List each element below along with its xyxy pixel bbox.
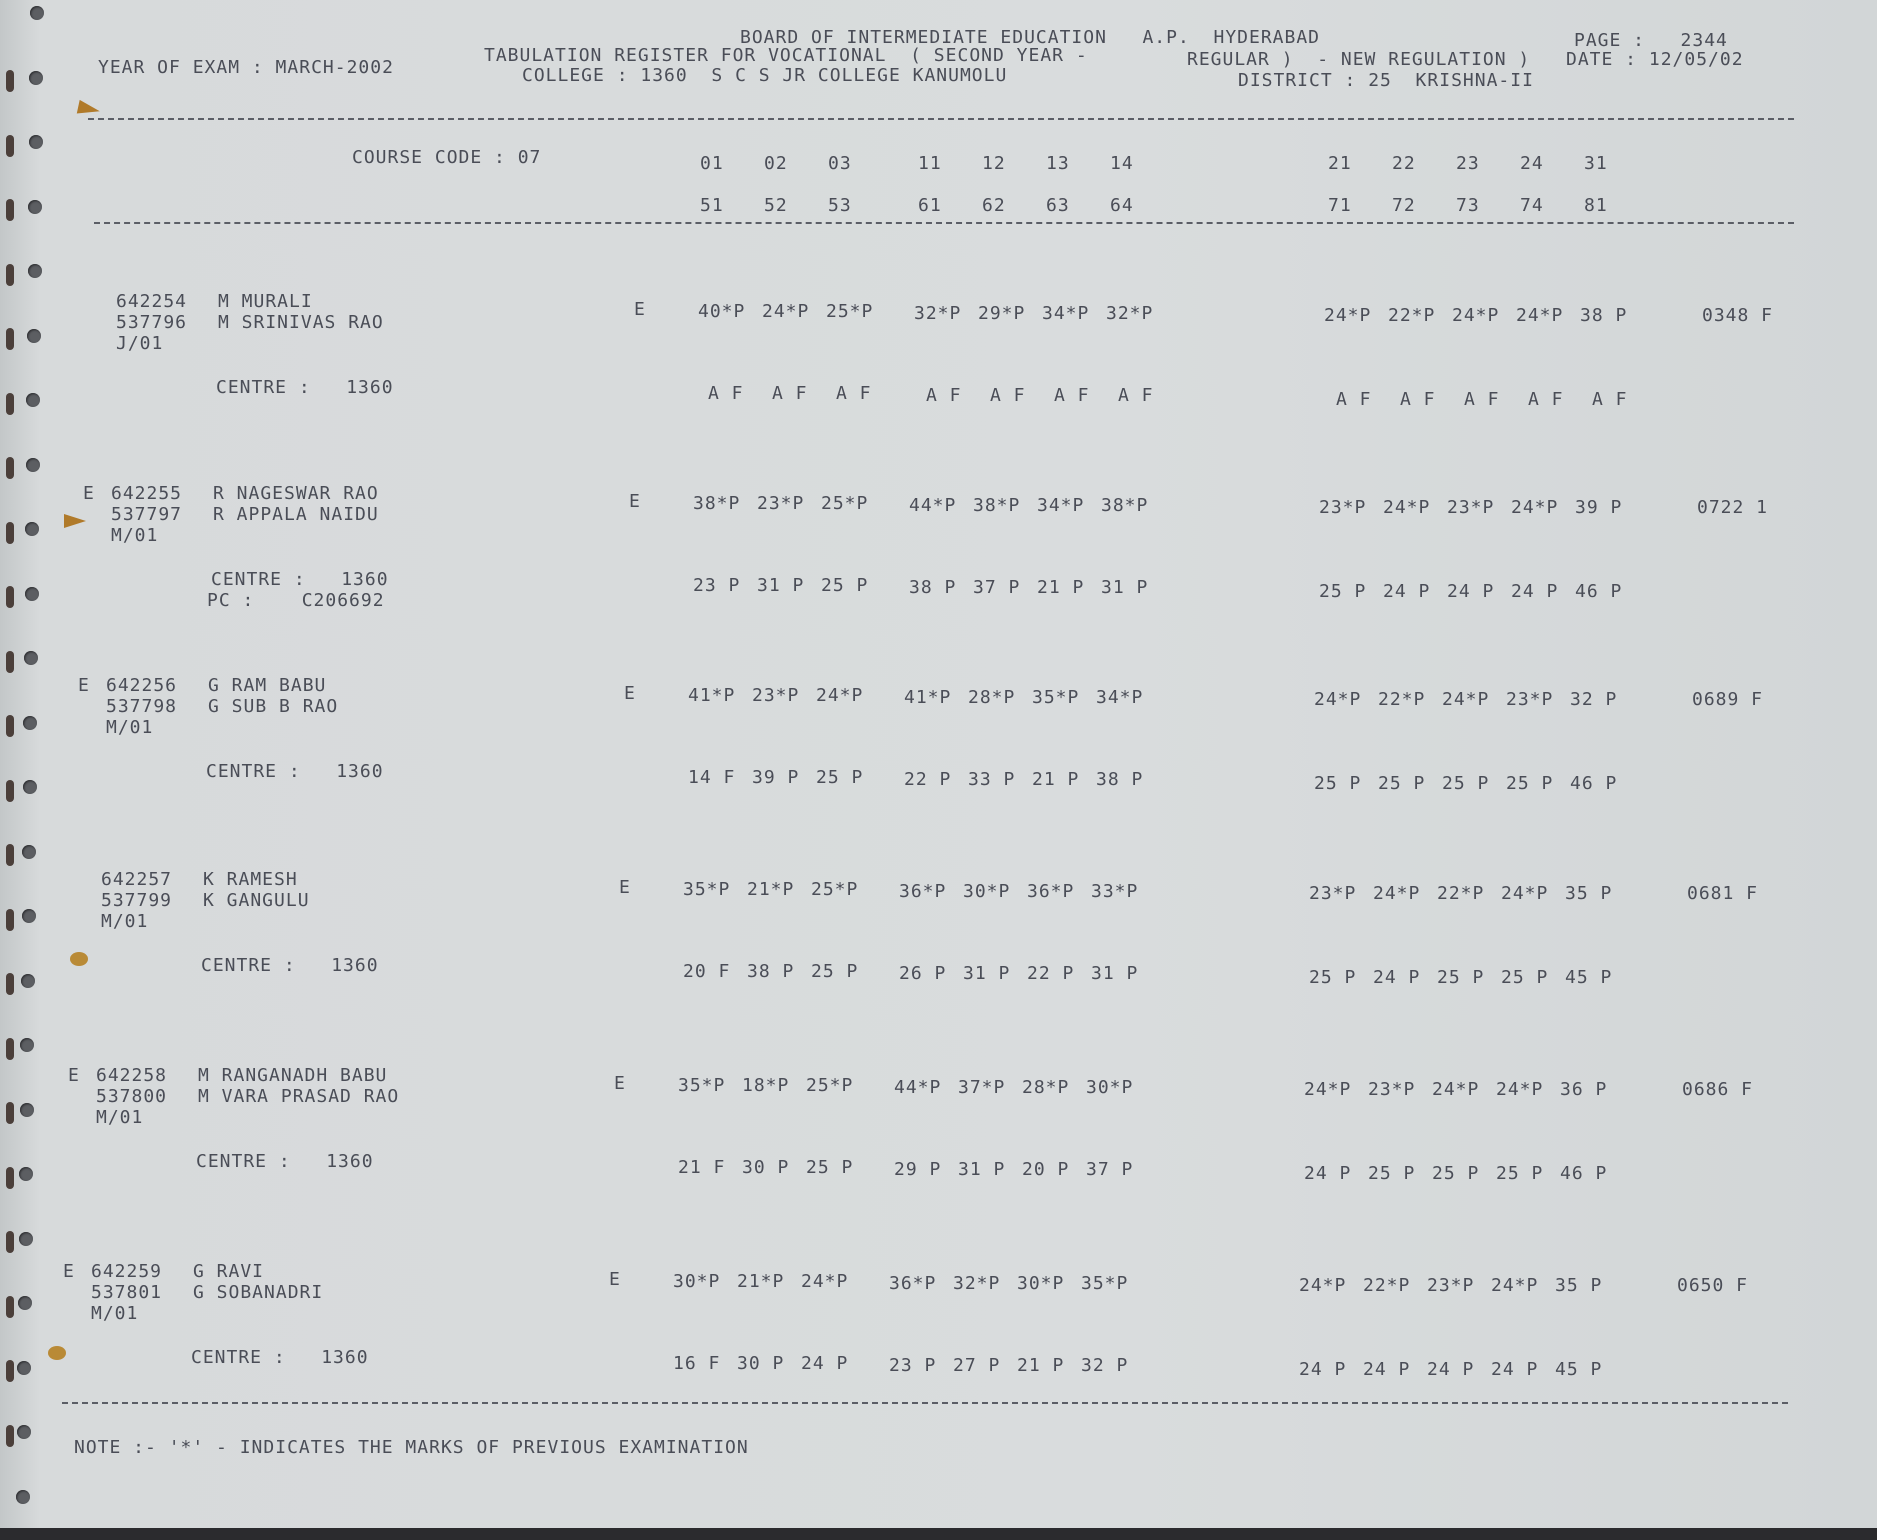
footer-rule xyxy=(62,1402,1788,1404)
mark-cell: 23*P xyxy=(1506,689,1554,710)
group-code: M/01 xyxy=(106,717,154,738)
binder-ring xyxy=(6,780,14,802)
roll-number: 642256 xyxy=(106,675,178,696)
hall-ticket: 537798 xyxy=(106,696,178,717)
mark-cell: 24*P xyxy=(1501,883,1549,904)
exam-type: E xyxy=(609,1269,621,1290)
binder-hole xyxy=(30,6,44,20)
mark-cell: 41*P xyxy=(688,685,736,706)
mark-cell: 25*P xyxy=(826,301,874,322)
mark-cell: 44*P xyxy=(909,495,957,516)
binder-hole xyxy=(25,587,39,601)
column-code: 53 xyxy=(828,195,852,216)
father-name: M VARA PRASAD RAO xyxy=(198,1086,400,1107)
mark-cell: 41*P xyxy=(904,687,952,708)
mark-cell: 38*P xyxy=(693,493,741,514)
mark-cell: 22 P xyxy=(1027,963,1075,984)
mark-cell: 24*P xyxy=(1511,497,1559,518)
hall-ticket: 537801 xyxy=(91,1282,163,1303)
mark-cell: 34*P xyxy=(1096,687,1144,708)
mark-cell: 25 P xyxy=(1368,1163,1416,1184)
margin-arrow xyxy=(77,100,101,118)
binder-ring xyxy=(6,973,14,995)
group-code: M/01 xyxy=(111,525,159,546)
record-flag: E xyxy=(78,675,90,696)
binder-holes xyxy=(0,0,60,1528)
mark-cell: A F xyxy=(772,383,808,404)
bottom-edge xyxy=(0,1528,1877,1540)
roll-number: 642258 xyxy=(96,1065,168,1086)
student-name: G RAM BABU xyxy=(208,675,327,696)
mark-cell: A F xyxy=(708,383,744,404)
mark-cell: 24*P xyxy=(1324,305,1372,326)
binder-ring xyxy=(6,264,14,286)
year-of-exam: YEAR OF EXAM : MARCH-2002 xyxy=(98,57,394,78)
mark-cell: 35*P xyxy=(678,1075,726,1096)
binder-hole xyxy=(17,1361,31,1375)
binder-hole xyxy=(19,1167,33,1181)
record-flag: E xyxy=(83,483,95,504)
mark-cell: 31 P xyxy=(757,575,805,596)
roll-number: 642255 xyxy=(111,483,183,504)
binder-ring xyxy=(6,651,14,673)
father-name: R APPALA NAIDU xyxy=(213,504,379,525)
mark-cell: 25 P xyxy=(1442,773,1490,794)
total-result: 0686 F xyxy=(1682,1079,1754,1100)
mark-cell: 23 P xyxy=(889,1355,937,1376)
course-code: COURSE CODE : 07 xyxy=(352,147,542,168)
mark-cell: 39 P xyxy=(1575,497,1623,518)
mark-cell: 36*P xyxy=(1027,881,1075,902)
record-flag: E xyxy=(63,1261,75,1282)
student-name: K RAMESH xyxy=(203,869,298,890)
binder-ring xyxy=(6,457,14,479)
mark-cell: 24 P xyxy=(1511,581,1559,602)
mark-cell: 25 P xyxy=(1501,967,1549,988)
column-code: 14 xyxy=(1110,153,1134,174)
mark-cell: 24 P xyxy=(1373,967,1421,988)
column-code: 22 xyxy=(1392,153,1416,174)
binder-hole xyxy=(20,1103,34,1117)
binder-hole xyxy=(29,135,43,149)
mark-cell: 24 P xyxy=(1447,581,1495,602)
college-label: COLLEGE : 1360 S C S JR COLLEGE KANUMOLU xyxy=(522,65,1008,86)
column-code: 81 xyxy=(1584,195,1608,216)
group-code: M/01 xyxy=(101,911,149,932)
mark-cell: 32*P xyxy=(953,1273,1001,1294)
binder-ring xyxy=(6,586,14,608)
group-code: M/01 xyxy=(91,1303,139,1324)
mark-cell: 24*P xyxy=(1496,1079,1544,1100)
binder-hole xyxy=(24,651,38,665)
mark-cell: 44*P xyxy=(894,1077,942,1098)
register-title: TABULATION REGISTER FOR VOCATIONAL ( SECOND YEAR - xyxy=(484,45,1088,66)
report-date: DATE : 12/05/02 xyxy=(1566,49,1744,70)
mark-cell: A F xyxy=(1336,389,1372,410)
column-code: 23 xyxy=(1456,153,1480,174)
mark-cell: 24 P xyxy=(1363,1359,1411,1380)
mark-cell: 25 P xyxy=(806,1157,854,1178)
mark-cell: 40*P xyxy=(698,301,746,322)
footer-note: NOTE :- '*' - INDICATES THE MARKS OF PREVIOUS EXAMINATION xyxy=(74,1437,749,1458)
mark-cell: 38 P xyxy=(747,961,795,982)
binder-ring xyxy=(6,1231,14,1253)
mark-cell: 21 P xyxy=(1032,769,1080,790)
mark-cell: 32*P xyxy=(1106,303,1154,324)
mark-cell: 28*P xyxy=(968,687,1016,708)
mark-cell: 21 P xyxy=(1037,577,1085,598)
exam-type: E xyxy=(619,877,631,898)
mark-cell: 25 P xyxy=(1496,1163,1544,1184)
binder-ring xyxy=(6,522,14,544)
total-result: 0689 F xyxy=(1692,689,1764,710)
binder-hole xyxy=(29,71,43,85)
binder-ring xyxy=(6,1296,14,1318)
mark-cell: 18*P xyxy=(742,1075,790,1096)
mark-cell: 37*P xyxy=(958,1077,1006,1098)
mark-cell: 36 P xyxy=(1560,1079,1608,1100)
binder-ring xyxy=(6,1102,14,1124)
column-code: 21 xyxy=(1328,153,1352,174)
binder-hole xyxy=(23,716,37,730)
binder-hole xyxy=(18,1296,32,1310)
mark-cell: 38*P xyxy=(973,495,1021,516)
student-name: M MURALI xyxy=(218,291,313,312)
mark-cell: 23*P xyxy=(757,493,805,514)
mark-cell: A F xyxy=(1592,389,1628,410)
exam-type: E xyxy=(634,299,646,320)
student-name: M RANGANADH BABU xyxy=(198,1065,388,1086)
column-code: 64 xyxy=(1110,195,1134,216)
column-code: 24 xyxy=(1520,153,1544,174)
centre-label: CENTRE : 1360 xyxy=(211,569,389,590)
mark-cell: 46 P xyxy=(1560,1163,1608,1184)
column-code: 12 xyxy=(982,153,1006,174)
mark-cell: 23 P xyxy=(693,575,741,596)
mark-cell: 21*P xyxy=(737,1271,785,1292)
column-code: 51 xyxy=(700,195,724,216)
mark-cell: 31 P xyxy=(1091,963,1139,984)
column-code: 72 xyxy=(1392,195,1416,216)
centre-label: CENTRE : 1360 xyxy=(206,761,384,782)
page-number: PAGE : 2344 xyxy=(1574,30,1728,51)
column-code: 31 xyxy=(1584,153,1608,174)
column-code: 71 xyxy=(1328,195,1352,216)
column-code: 02 xyxy=(764,153,788,174)
hall-ticket: 537800 xyxy=(96,1086,168,1107)
total-result: 0650 F xyxy=(1677,1275,1749,1296)
mark-cell: 22*P xyxy=(1437,883,1485,904)
mark-cell: 24*P xyxy=(801,1271,849,1292)
columns-rule xyxy=(94,222,1794,224)
father-name: G SUB B RAO xyxy=(208,696,339,717)
mark-cell: 24 P xyxy=(1299,1359,1347,1380)
mark-cell: A F xyxy=(836,383,872,404)
mark-cell: 24*P xyxy=(816,685,864,706)
binder-hole xyxy=(25,522,39,536)
student-name: R NAGESWAR RAO xyxy=(213,483,379,504)
mark-cell: 38*P xyxy=(1101,495,1149,516)
roll-number: 642257 xyxy=(101,869,173,890)
mark-cell: 45 P xyxy=(1555,1359,1603,1380)
binder-hole xyxy=(26,458,40,472)
centre-label: CENTRE : 1360 xyxy=(216,377,394,398)
total-result: 0348 F xyxy=(1702,305,1774,326)
mark-cell: 31 P xyxy=(963,963,1011,984)
mark-cell: 21 F xyxy=(678,1157,726,1178)
column-code: 62 xyxy=(982,195,1006,216)
mark-cell: 35*P xyxy=(1081,1273,1129,1294)
mark-cell: 30*P xyxy=(673,1271,721,1292)
mark-cell: 23*P xyxy=(1427,1275,1475,1296)
binder-hole xyxy=(28,200,42,214)
mark-cell: 25 P xyxy=(821,575,869,596)
mark-cell: 30*P xyxy=(1086,1077,1134,1098)
binder-ring xyxy=(6,909,14,931)
binder-hole xyxy=(26,393,40,407)
exam-type: E xyxy=(629,491,641,512)
binder-ring xyxy=(6,1038,14,1060)
margin-arrow xyxy=(64,514,86,528)
mark-cell: 22 P xyxy=(904,769,952,790)
binder-ring xyxy=(6,199,14,221)
mark-cell: 24 P xyxy=(1383,581,1431,602)
total-result: 0722 1 xyxy=(1697,497,1769,518)
binder-ring xyxy=(6,135,14,157)
mark-cell: 32*P xyxy=(914,303,962,324)
mark-cell: 24*P xyxy=(762,301,810,322)
binder-ring xyxy=(6,844,14,866)
binder-hole xyxy=(28,264,42,278)
mark-cell: 35*P xyxy=(683,879,731,900)
mark-cell: A F xyxy=(1054,385,1090,406)
mark-cell: 25 P xyxy=(811,961,859,982)
mark-cell: 38 P xyxy=(909,577,957,598)
student-name: G RAVI xyxy=(193,1261,265,1282)
mark-cell: 37 P xyxy=(973,577,1021,598)
mark-cell: 26 P xyxy=(899,963,947,984)
binder-ring xyxy=(6,715,14,737)
record-flag: E xyxy=(68,1065,80,1086)
mark-cell: 23*P xyxy=(1309,883,1357,904)
mark-cell: 45 P xyxy=(1565,967,1613,988)
binder-hole xyxy=(21,974,35,988)
binder-ring xyxy=(6,1167,14,1189)
margin-mark xyxy=(48,1346,66,1360)
mark-cell: 25 P xyxy=(1437,967,1485,988)
binder-hole xyxy=(27,329,41,343)
mark-cell: 30 P xyxy=(737,1353,785,1374)
mark-cell: 24*P xyxy=(1432,1079,1480,1100)
mark-cell: A F xyxy=(1528,389,1564,410)
mark-cell: 20 P xyxy=(1022,1159,1070,1180)
mark-cell: 25 P xyxy=(1506,773,1554,794)
column-code: 13 xyxy=(1046,153,1070,174)
mark-cell: A F xyxy=(1400,389,1436,410)
mark-cell: 23*P xyxy=(1368,1079,1416,1100)
mark-cell: 23*P xyxy=(752,685,800,706)
column-code: 74 xyxy=(1520,195,1544,216)
mark-cell: 14 F xyxy=(688,767,736,788)
mark-cell: 24*P xyxy=(1442,689,1490,710)
mark-cell: 30*P xyxy=(1017,1273,1065,1294)
mark-cell: 30*P xyxy=(963,881,1011,902)
mark-cell: 22*P xyxy=(1363,1275,1411,1296)
mark-cell: 25 P xyxy=(1309,967,1357,988)
mark-cell: 25*P xyxy=(811,879,859,900)
mark-cell: 20 F xyxy=(683,961,731,982)
mark-cell: 21 P xyxy=(1017,1355,1065,1376)
mark-cell: 36*P xyxy=(889,1273,937,1294)
group-code: M/01 xyxy=(96,1107,144,1128)
mark-cell: 37 P xyxy=(1086,1159,1134,1180)
binder-hole xyxy=(22,845,36,859)
binder-hole xyxy=(16,1490,30,1504)
exam-type: E xyxy=(624,683,636,704)
mark-cell: 46 P xyxy=(1570,773,1618,794)
mark-cell: 24 P xyxy=(1427,1359,1475,1380)
centre-label: CENTRE : 1360 xyxy=(201,955,379,976)
mark-cell: 35 P xyxy=(1555,1275,1603,1296)
mark-cell: 34*P xyxy=(1042,303,1090,324)
mark-cell: 29*P xyxy=(978,303,1026,324)
mark-cell: 24*P xyxy=(1452,305,1500,326)
margin-mark xyxy=(70,952,88,966)
mark-cell: 25*P xyxy=(806,1075,854,1096)
binder-hole xyxy=(22,909,36,923)
mark-cell: 25 P xyxy=(1314,773,1362,794)
mark-cell: 29 P xyxy=(894,1159,942,1180)
binder-ring xyxy=(6,70,14,92)
mark-cell: 32 P xyxy=(1081,1355,1129,1376)
centre-label: CENTRE : 1360 xyxy=(196,1151,374,1172)
mark-cell: 25*P xyxy=(821,493,869,514)
mark-cell: 30 P xyxy=(742,1157,790,1178)
mark-cell: 28*P xyxy=(1022,1077,1070,1098)
mark-cell: 25 P xyxy=(816,767,864,788)
binder-ring xyxy=(6,328,14,350)
total-result: 0681 F xyxy=(1687,883,1759,904)
mark-cell: 25 P xyxy=(1432,1163,1480,1184)
mark-cell: 33*P xyxy=(1091,881,1139,902)
mark-cell: 34*P xyxy=(1037,495,1085,516)
column-code: 61 xyxy=(918,195,942,216)
mark-cell: 23*P xyxy=(1319,497,1367,518)
mark-cell: 24 P xyxy=(1491,1359,1539,1380)
mark-cell: 25 P xyxy=(1319,581,1367,602)
column-code: 01 xyxy=(700,153,724,174)
column-code: 63 xyxy=(1046,195,1070,216)
mark-cell: 24*P xyxy=(1299,1275,1347,1296)
pc-number: PC : C206692 xyxy=(207,590,385,611)
mark-cell: 22*P xyxy=(1388,305,1436,326)
mark-cell: 24*P xyxy=(1304,1079,1352,1100)
hall-ticket: 537799 xyxy=(101,890,173,911)
binder-ring xyxy=(6,1425,14,1447)
mark-cell: 24 P xyxy=(1304,1163,1352,1184)
column-code: 03 xyxy=(828,153,852,174)
mark-cell: A F xyxy=(1118,385,1154,406)
mark-cell: 24 P xyxy=(801,1353,849,1374)
mark-cell: 32 P xyxy=(1570,689,1618,710)
mark-cell: 33 P xyxy=(968,769,1016,790)
father-name: M SRINIVAS RAO xyxy=(218,312,384,333)
mark-cell: 16 F xyxy=(673,1353,721,1374)
father-name: K GANGULU xyxy=(203,890,310,911)
mark-cell: 25 P xyxy=(1378,773,1426,794)
exam-type: E xyxy=(614,1073,626,1094)
column-code: 52 xyxy=(764,195,788,216)
district-label: DISTRICT : 25 KRISHNA-II xyxy=(1238,70,1534,91)
mark-cell: 23*P xyxy=(1447,497,1495,518)
hall-ticket: 537797 xyxy=(111,504,183,525)
centre-label: CENTRE : 1360 xyxy=(191,1347,369,1368)
mark-cell: 21*P xyxy=(747,879,795,900)
regulation-label: REGULAR ) - NEW REGULATION ) xyxy=(1187,49,1531,70)
mark-cell: 24*P xyxy=(1491,1275,1539,1296)
mark-cell: 24*P xyxy=(1373,883,1421,904)
mark-cell: 24*P xyxy=(1314,689,1362,710)
mark-cell: 24*P xyxy=(1516,305,1564,326)
binder-hole xyxy=(17,1425,31,1439)
mark-cell: 46 P xyxy=(1575,581,1623,602)
binder-hole xyxy=(19,1232,33,1246)
mark-cell: 22*P xyxy=(1378,689,1426,710)
mark-cell: A F xyxy=(990,385,1026,406)
board-title: BOARD OF INTERMEDIATE EDUCATION A.P. HYDERABAD xyxy=(740,27,1321,48)
column-code: 73 xyxy=(1456,195,1480,216)
roll-number: 642254 xyxy=(116,291,188,312)
roll-number: 642259 xyxy=(91,1261,163,1282)
binder-ring xyxy=(6,393,14,415)
mark-cell: A F xyxy=(926,385,962,406)
mark-cell: 35 P xyxy=(1565,883,1613,904)
mark-cell: 38 P xyxy=(1096,769,1144,790)
mark-cell: A F xyxy=(1464,389,1500,410)
mark-cell: 36*P xyxy=(899,881,947,902)
binder-hole xyxy=(23,780,37,794)
group-code: J/01 xyxy=(116,333,164,354)
mark-cell: 39 P xyxy=(752,767,800,788)
binder-hole xyxy=(20,1038,34,1052)
mark-cell: 38 P xyxy=(1580,305,1628,326)
hall-ticket: 537796 xyxy=(116,312,188,333)
mark-cell: 31 P xyxy=(958,1159,1006,1180)
mark-cell: 24*P xyxy=(1383,497,1431,518)
mark-cell: 27 P xyxy=(953,1355,1001,1376)
binder-ring xyxy=(6,1360,14,1382)
mark-cell: 35*P xyxy=(1032,687,1080,708)
header-rule xyxy=(88,118,1794,120)
father-name: G SOBANADRI xyxy=(193,1282,324,1303)
column-code: 11 xyxy=(918,153,942,174)
mark-cell: 31 P xyxy=(1101,577,1149,598)
